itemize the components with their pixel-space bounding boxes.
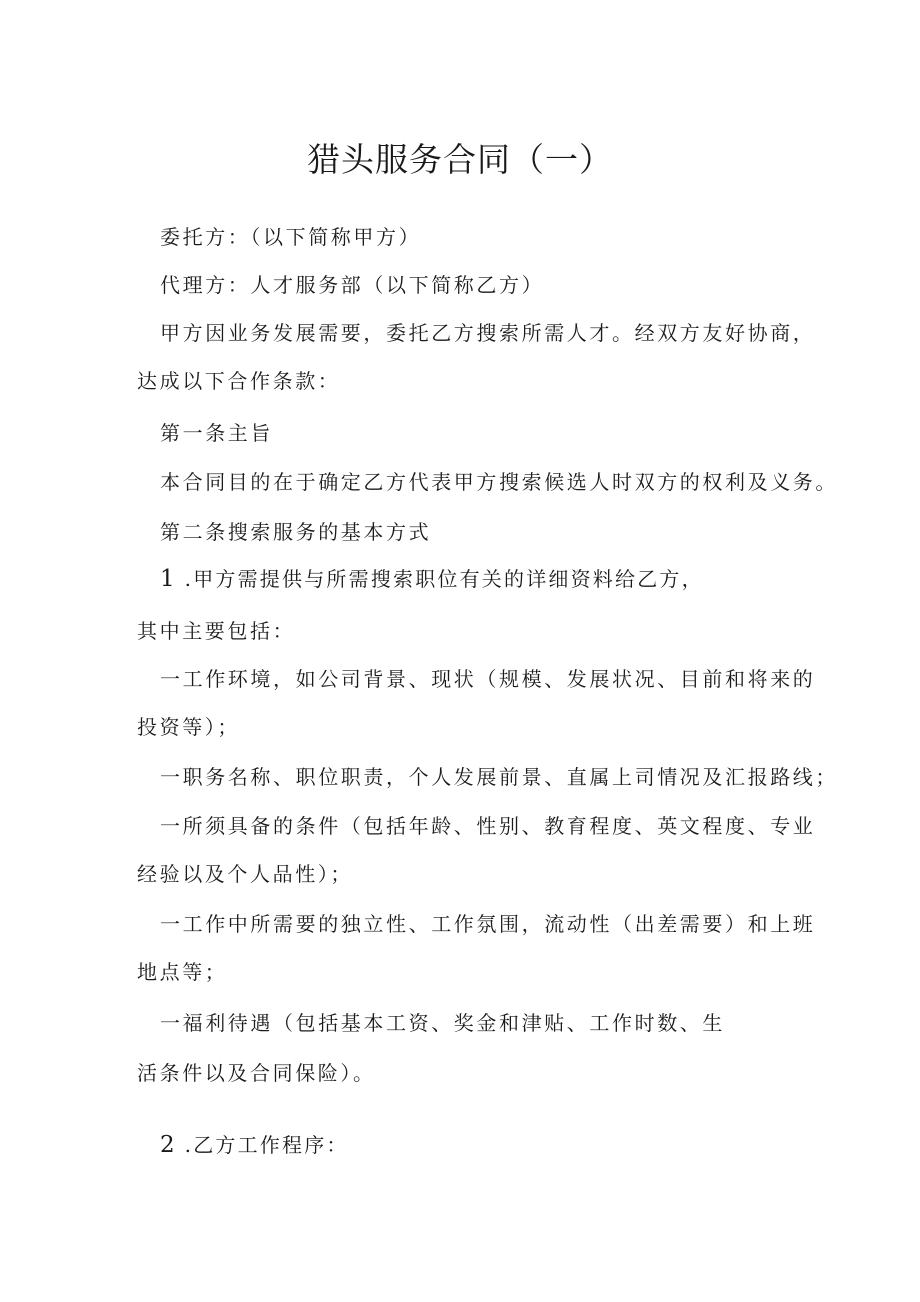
article-2-heading: 第二条搜索服务的基本方式: [160, 520, 432, 544]
paragraph-client: 委托方：（以下简称甲方）: [160, 225, 422, 249]
list-item-2: [160, 1130, 349, 1160]
paragraph-agent: 代理方：人才服务部（以下简称乙方）: [160, 273, 545, 297]
list-item-2-text: .乙方工作程序：: [184, 1133, 349, 1157]
bullet-requirements: 一所须具备的条件（包括年龄、性别、教育程度、英文程度、专业: [160, 814, 816, 838]
bullet-benefits: 一福利待遇（包括基本工资、奖金和津贴、工作时数、生: [160, 1011, 725, 1035]
list-item-1: [160, 564, 704, 594]
bullet-work-environment-cont: 投资等）；: [137, 715, 240, 739]
bullet-work-environment: 一工作环境，如公司背景、现状（规模、发展状况、目前和将来的: [160, 667, 816, 691]
bullet-work-independence: 一工作中所需要的独立性、工作氛围，流动性（出差需要）和上班: [160, 912, 816, 936]
bullet-work-independence-cont: 地点等；: [137, 960, 228, 984]
paragraph-intro: 甲方因业务发展需要，委托乙方搜索所需人才。经双方友好协商，: [160, 321, 816, 345]
article-1-text: 本合同目的在于确定乙方代表甲方搜索候选人时双方的权利及义务。: [160, 470, 838, 494]
bullet-requirements-cont: 经验以及个人品性）；: [137, 862, 353, 886]
list-number-1: 1: [160, 566, 175, 592]
document-title: 猎头服务合同（一）: [307, 140, 613, 179]
article-1-heading: 第一条主旨: [160, 421, 273, 445]
list-item-1-text: .甲方需提供与所需搜索职位有关的详细资料给乙方，: [184, 567, 704, 591]
paragraph-intro-cont: 达成以下合作条款：: [137, 369, 341, 393]
list-number-2: 2: [160, 1132, 175, 1158]
bullet-job-title: 一职务名称、职位职责，个人发展前景、直属上司情况及汇报路线；: [160, 765, 838, 789]
bullet-benefits-cont: 活条件以及合同保险）。: [137, 1061, 376, 1085]
list-item-1-cont: 其中主要包括：: [137, 619, 296, 643]
